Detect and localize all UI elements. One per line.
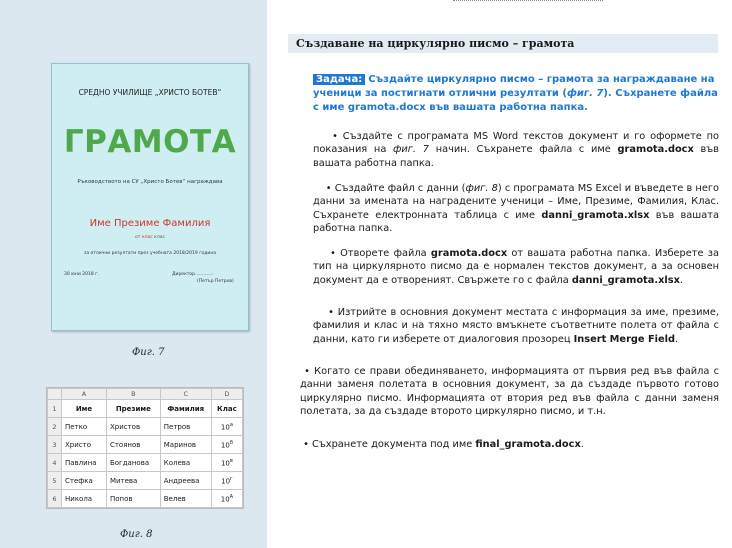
table-row: 2 Петко Христов Петров $10^а$ [48,418,243,436]
certificate-signer: (Петър Петров) [197,279,234,284]
paragraph-1: • Създайте с програмата MS Word текстов документ и го оформете по показания на фиг. 7 начин. Съхранете файла с име gramota.docx във вашата работна папка. [313,131,719,169]
figure-7-caption: Фиг. 7 [132,347,165,358]
paragraph-4: • Изтрийте в основния документ местата с информация за име, презиме, фамилия и клас и на тяхно място вмъкнете съответните полета от файла с данни, като ги изберете от диалоговия прозорец Insert Merge Field. [313,307,719,345]
paragraph-3: • Отворете файла gramota.docx от вашата работна папка. Изберете за тип на циркулярното писмо да е нормален текстов документ, а за основен документ да е отвореният. Свържете го с файла danni_gramota.xlsx. [313,248,719,286]
certificate-name-field: Име Презиме Фамилия [89,218,211,229]
paragraph-5: • Когато се прави обединяването, информацията от първия ред във файла с данни заменя полетата в основния документ, за да създаде първото готово циркулярно писмо. Информацията от втория ред във файла с данни заменя полетата, за да създаде второто циркулярно писмо, и т.н. [300,366,719,417]
paragraph-6: • Съхранете документа под име final_gramota.docx. [300,439,584,450]
section-title: Създаване на циркулярно писмо – грамота [296,37,575,50]
spreadsheet-figure [46,387,244,509]
certificate-title: ГРАМОТА [63,124,237,160]
task-text: Задача: Създайте циркулярно писмо – грамота за награждаване на ученици за постигнати отлични резултати (фиг. 7). Съхранете файла с име gramota.docx във вашата работна папка. [313,74,718,113]
column-letters-row: A B C D [48,389,243,400]
table-row: 4 Павлина Богданова Колева $10^в$ [48,454,243,472]
task-badge: Задача: [313,74,365,85]
certificate-lead: Ръководството на СУ „Христо Ботев“ награждава [77,179,223,185]
certificate-school: СРЕДНО УЧИЛИЩЕ „ХРИСТО БОТЕВ“ [78,88,222,97]
table-header-row: 1 Име Презиме Фамилия Клас [48,400,243,418]
page-top-rule [453,0,603,4]
figure-8-caption: Фиг. 8 [120,529,153,540]
table-row: 6 Никола Попов Велев $10^А$ [48,490,243,508]
paragraph-2: • Създайте файл с данни (фиг. 8) с програмата MS Excel и въведете в него данни за имената на наградените ученици – Име, Презиме, Фамилия, Клас. Съхранете електронната таблица с име danni_gramota.xlsx във вашата работна папка. [313,183,719,234]
certificate-figure [51,63,249,331]
certificate-reason: за отлични резултати през учебната 2018/2019 година [83,251,217,256]
table-row: 5 Стефка Митева Андреева $10^г$ [48,472,243,490]
certificate-date: 30 юни 2018 г. [64,272,99,277]
certificate-class-line: от клас клас [135,235,165,240]
certificate-director: Директор............. [172,272,214,277]
table-row: 3 Христо Стоянов Маринов $10^б$ [48,436,243,454]
